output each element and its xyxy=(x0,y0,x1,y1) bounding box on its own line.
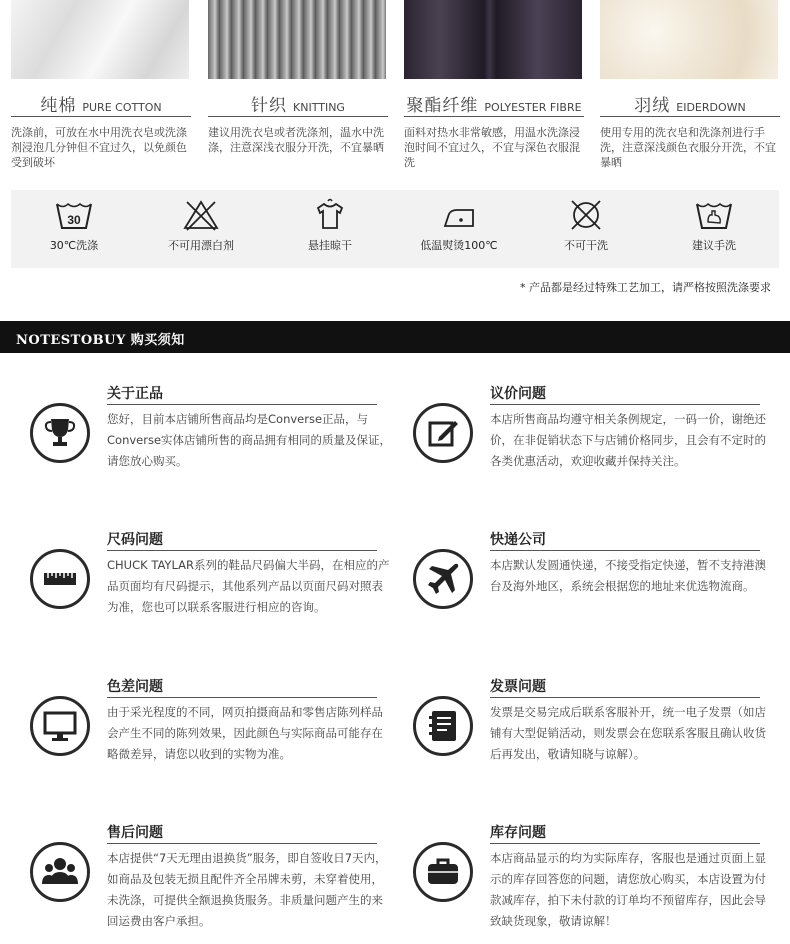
care-item-hand-wash xyxy=(659,198,769,253)
fabric-description: 建议用洗衣皂或者洗涤剂，温水中洗涤，注意深浅衣服分开洗，不宜暴晒 xyxy=(208,126,384,154)
notice-text: 本店默认发圆通快递，不接受指定快递，暂不支持港澳台及海外地区，系统会根据您的地址来优选物流商。 xyxy=(490,558,766,593)
suitcase-icon xyxy=(425,854,461,890)
notice-title: 关于正品 xyxy=(107,383,377,405)
notice-text: 本店所售商品均遵守相关条例规定，一码一价，谢绝还价，在非促销状态下与店铺价格同步，且会有不定时的各类优惠活动，欢迎收藏并保持关注。 xyxy=(490,412,766,468)
notice-icon-circle xyxy=(413,842,473,902)
notice-size xyxy=(30,529,405,649)
fabric-name-cn: 聚酯纤维 xyxy=(406,96,479,116)
fabric-description: 洗涤前，可放在水中用洗衣皂或洗涤剂浸泡几分钟但不宜过久，以免颜色受到破坏 xyxy=(11,126,187,169)
notice-icon-circle xyxy=(30,403,90,463)
iron-low-icon xyxy=(439,198,479,232)
notes-header-bar xyxy=(0,321,790,353)
notice-icon-circle xyxy=(30,696,90,756)
fabric-title xyxy=(208,91,388,117)
care-item-no-bleach xyxy=(146,198,256,253)
fabric-name-en: PURE COTTON xyxy=(82,101,162,114)
fabric-name-cn: 羽绒 xyxy=(634,96,671,116)
notice-icon-circle xyxy=(413,549,473,609)
polyester-swatch-image xyxy=(404,0,582,79)
care-item-no-dry-clean xyxy=(531,198,641,253)
fabric-name-en: POLYESTER FIBRE xyxy=(484,101,582,114)
notice-title: 色差问题 xyxy=(107,676,377,698)
care-symbols-strip xyxy=(11,190,779,268)
no-bleach-icon xyxy=(181,198,221,232)
notice-title: 售后问题 xyxy=(107,822,377,844)
customers-icon xyxy=(42,854,78,890)
notice-icon-circle xyxy=(30,842,90,902)
notice-courier xyxy=(413,529,788,649)
care-item-wash-30 xyxy=(19,198,129,253)
airplane-icon xyxy=(425,561,461,597)
fabric-name-cn: 针织 xyxy=(251,96,288,116)
hand-wash-icon xyxy=(694,198,734,232)
wash-temp-badge: 30 xyxy=(67,213,81,227)
cotton-swatch-image xyxy=(11,0,189,79)
fabric-name-cn: 纯棉 xyxy=(40,96,77,116)
trophy-icon xyxy=(42,415,78,451)
monitor-icon xyxy=(42,708,78,744)
care-label: 建议手洗 xyxy=(692,239,736,252)
notice-text: 本店商品显示的均为实际库存，客服也是通过页面上显示的库存回答您的问题，请您放心购买，本店设置为付款减库存，拍下未付款的订单均不预留库存，因此会导致缺货现象，敬请谅解！ xyxy=(490,851,766,928)
care-label: 不可干洗 xyxy=(564,239,608,252)
invoice-icon xyxy=(425,708,461,744)
notice-title: 议价问题 xyxy=(490,383,760,405)
notice-icon-circle xyxy=(413,696,473,756)
notice-icon-circle xyxy=(30,549,90,609)
notice-icon-circle xyxy=(413,403,473,463)
care-item-hang-dry xyxy=(275,198,385,253)
notice-text: 发票是交易完成后联系客服补开，统一电子发票（如店铺有大型促销活动，则发票会在您联系客服且确认收货后再发出，敬请知晓与谅解）。 xyxy=(490,705,766,761)
notice-pricing xyxy=(413,383,788,503)
fabric-eiderdown xyxy=(600,0,780,170)
no-dry-clean-icon xyxy=(566,198,606,232)
fabric-cotton xyxy=(11,0,191,170)
notice-authentic xyxy=(30,383,405,503)
notice-text: 由于采光程度的不同，网页拍摄商品和零售店陈列样品会产生不同的陈列效果，因此颜色与实际商品可能存在略微差异，请您以收到的实物为准。 xyxy=(107,705,383,761)
fabric-description: 面料对热水非常敏感，用温水洗涤浸泡时间不宜过久，不宜与深色衣服混洗 xyxy=(404,126,580,169)
hang-dry-icon xyxy=(310,198,350,232)
fabric-care-section xyxy=(0,0,790,180)
notice-title: 尺码问题 xyxy=(107,529,377,551)
care-label: 不可用漂白剂 xyxy=(168,239,234,252)
fabric-title xyxy=(11,91,191,117)
ruler-icon xyxy=(42,561,78,597)
notice-title: 快递公司 xyxy=(490,529,760,551)
notice-text: 您好，目前本店铺所售商品均是Converse正品，与Converse实体店铺所售的商品拥有相同的质量及保证，请您放心购买。 xyxy=(107,412,392,468)
fabric-polyester xyxy=(404,0,584,170)
notice-invoice xyxy=(413,676,788,796)
fabric-description: 使用专用的洗衣皂和洗涤剂进行手洗，注意深浅颜色衣服分开洗，不宜暴晒 xyxy=(600,126,776,169)
notice-text: CHUCK TAYLAR系列的鞋品尺码偏大半码，在相应的产品页面均有尺码提示，其他系列产品以页面尺码对照表为准，您也可以联系客服进行相应的咨询。 xyxy=(107,558,390,614)
notice-title: 发票问题 xyxy=(490,676,760,698)
edit-icon xyxy=(425,415,461,451)
wash-30-icon xyxy=(54,198,94,232)
notice-title: 库存问题 xyxy=(490,822,760,844)
notice-after-sales xyxy=(30,822,405,942)
fabric-title xyxy=(404,91,584,117)
care-label: 低温熨烫100℃ xyxy=(420,239,498,252)
fabric-name-en: EIDERDOWN xyxy=(676,101,746,114)
care-label: 30℃洗涤 xyxy=(49,239,99,252)
notice-color-diff xyxy=(30,676,405,796)
fabric-name-en: KNITTING xyxy=(293,101,345,114)
notice-text: 本店提供“7天无理由退换货”服务，即自签收日7天内，如商品及包装无损且配件齐全吊牌未剪，未穿着使用，未洗涤，可提供全额退换货服务。非质量问题产生的来回运费由客户承担。 xyxy=(107,851,387,928)
notice-stock xyxy=(413,822,788,942)
care-item-iron-low xyxy=(404,198,514,253)
care-note: * 产品都是经过特殊工艺加工，请严格按照洗涤要求 xyxy=(520,281,771,294)
knitting-swatch-image xyxy=(208,0,386,79)
notes-header-title: NOTESTOBUY 购买须知 xyxy=(16,333,185,348)
care-label: 悬挂晾干 xyxy=(308,239,352,252)
fabric-knitting xyxy=(208,0,388,155)
fabric-title xyxy=(600,91,780,117)
eiderdown-swatch-image xyxy=(600,0,778,79)
